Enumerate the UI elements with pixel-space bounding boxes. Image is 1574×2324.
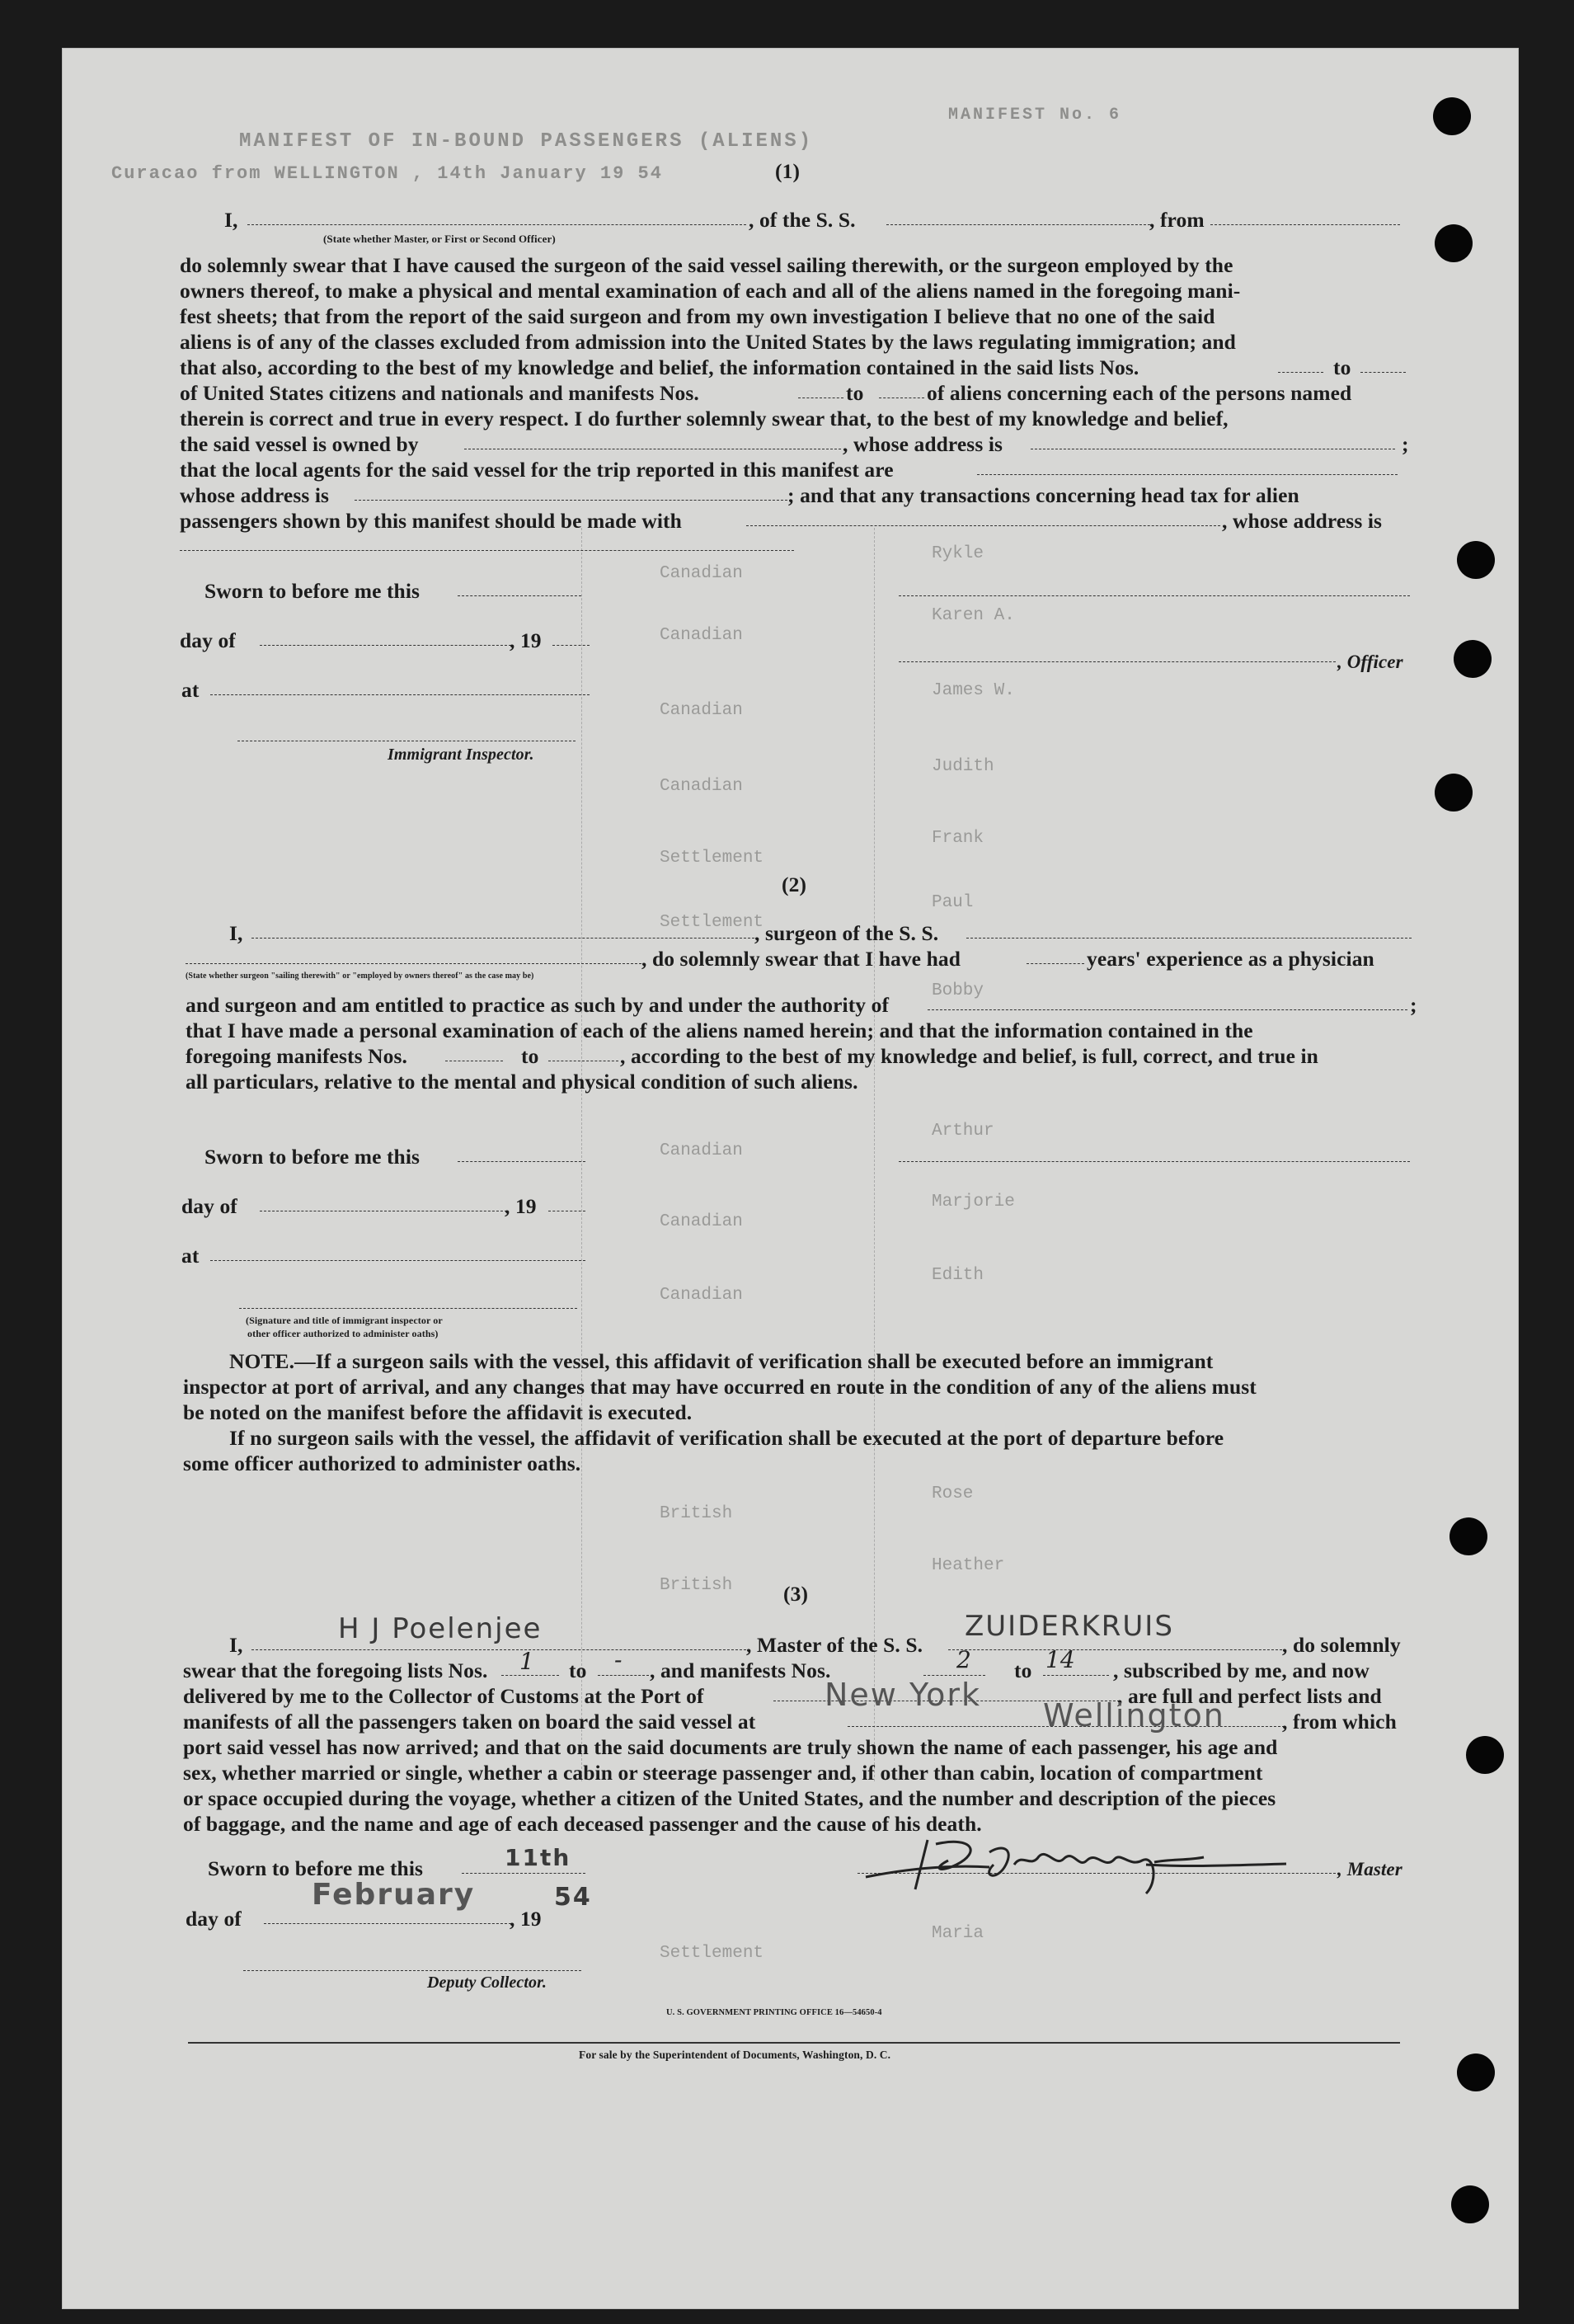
section-1-body-3: fest sheets; that from the report of the said surgeon and from my own investigation I believe that no one of the said	[180, 304, 1215, 328]
section-1-of-ss: , of the S. S.	[749, 208, 856, 232]
years-line	[1027, 963, 1084, 964]
faint-row-nationality: Canadian	[660, 564, 743, 583]
faint-column-line	[874, 528, 875, 1781]
perfect-lists: , are full and perfect lists and	[1117, 1684, 1382, 1708]
manifests-from-line-3	[923, 1675, 985, 1676]
note-line-1: NOTE.—If a surgeon sails with the vessel, this affidavit of verification shall be executed before an immigrant	[229, 1349, 1214, 1373]
faint-row-nationality: Canadian	[660, 701, 743, 720]
master-of-ss: , Master of the S. S.	[746, 1633, 923, 1657]
section-1-body-1: do solemnly swear that I have caused the surgeon of the said vessel sailing therewith, or the surgeon employed by the	[180, 253, 1233, 277]
semicolon: ;	[1402, 432, 1409, 456]
surgeon-of-ss: , surgeon of the S. S.	[754, 921, 939, 945]
faint-row-given-name: Heather	[932, 1556, 1005, 1575]
section-1-from: , from	[1149, 208, 1205, 232]
note-line-5: some officer authorized to administer oaths.	[183, 1451, 581, 1475]
section-3-number: (3)	[783, 1582, 809, 1606]
footer-rule	[188, 2042, 1400, 2044]
years-experience: years' experience as a physician	[1087, 947, 1374, 971]
section-3-body-3: or space occupied during the voyage, whether a citizen of the United States, and the number and description of the pieces	[183, 1786, 1276, 1810]
semicolon-2: ;	[1410, 993, 1417, 1017]
surgeon-note: (State whether surgeon "sailing therewith" or "employed by owners thereof" as the case may be)	[186, 971, 534, 981]
section-1-body-2: owners thereof, to make a physical and mental examination of each and all of the aliens named in the foregoing mani-	[180, 279, 1241, 303]
do-solemnly: , do solemnly	[1282, 1633, 1401, 1657]
vessel-line	[886, 224, 1150, 225]
agents-address-line	[355, 500, 787, 501]
day-of-label-2: day of	[181, 1194, 237, 1218]
lists-to-value: -	[614, 1646, 623, 1673]
signature-note-1: (Signature and title of immigrant inspector or	[246, 1315, 443, 1326]
section-2-body-1: and surgeon and am entitled to practice as such by and under the authority of	[186, 993, 890, 1017]
officer-note: (State whether Master, or First or Second Officer)	[323, 233, 556, 245]
delivered-line: delivered by me to the Collector of Customs at the Port of	[183, 1684, 704, 1708]
day-of-line-1	[260, 645, 511, 646]
vessel-line-3	[948, 1649, 1282, 1650]
punch-hole-8	[1457, 2053, 1495, 2091]
officer-line-1	[899, 595, 1410, 596]
sworn-line-1	[458, 595, 581, 596]
faint-manifest-title: MANIFEST OF IN-BOUND PASSENGERS (ALIENS)	[239, 130, 814, 153]
day-of-line-3	[264, 1923, 511, 1924]
punch-hole-5	[1435, 774, 1473, 812]
master-signature	[857, 1819, 1319, 1910]
master-name: H J Poelenjee	[338, 1612, 543, 1645]
manifests-to: to	[846, 381, 864, 405]
master-label: , Master	[1337, 1859, 1403, 1879]
surgeon-swear: , do solemnly swear that I have had	[641, 947, 961, 971]
master-name-line-3	[251, 1649, 746, 1650]
at-line-2	[210, 1260, 585, 1261]
manifests-label-3: , and manifests Nos.	[650, 1658, 831, 1682]
year-label-3: , 19	[510, 1907, 542, 1931]
swear-line-a: swear that the foregoing lists Nos.	[183, 1658, 488, 1682]
lists-from-line-3	[501, 1675, 559, 1676]
head-tax-line	[746, 525, 1220, 526]
sworn-label-3: Sworn to before me this	[208, 1856, 424, 1880]
officer-label: , Officer	[1337, 652, 1403, 672]
section-3-i: I,	[229, 1633, 243, 1657]
from-line	[1210, 224, 1400, 225]
section-2-body-2: that I have made a personal examination of each of the aliens named herein; and that the information contained in the	[186, 1019, 1253, 1042]
aliens-concerning: of aliens concerning each of the persons named	[927, 381, 1352, 405]
month-value: February	[312, 1878, 476, 1912]
lists-from-value: 1	[519, 1648, 534, 1675]
surgeon-nos-to: to	[521, 1044, 539, 1068]
lists-to-3: to	[569, 1658, 587, 1682]
sworn-line-2	[458, 1161, 585, 1162]
owner-address-label: , whose address is	[843, 432, 1003, 456]
faint-row-given-name: Maria	[932, 1924, 984, 1943]
year-value: 54	[554, 1883, 592, 1912]
manifests-to-line-3	[1043, 1675, 1109, 1676]
at-label-2: at	[181, 1244, 200, 1268]
faint-row-given-name: Arthur	[932, 1122, 994, 1141]
section-2-number: (2)	[782, 873, 807, 896]
faint-row-nationality: Settlement	[660, 913, 764, 932]
faint-row-given-name: Marjorie	[932, 1193, 1015, 1211]
port-value: New York	[825, 1677, 982, 1713]
faint-row-nationality: Canadian	[660, 1212, 743, 1231]
section-1-i: I,	[224, 208, 238, 232]
surgeon-line-2	[186, 963, 641, 964]
manifests-to-value: 14	[1045, 1646, 1075, 1673]
section-3-body-4: of baggage, and the name and age of each deceased passenger and the cause of his death.	[183, 1812, 982, 1836]
note-line-3: be noted on the manifest before the affidavit is executed.	[183, 1400, 693, 1424]
faint-row-nationality: Canadian	[660, 1141, 743, 1160]
head-tax-address: , whose address is	[1222, 509, 1383, 533]
lists-from-line	[1278, 372, 1323, 373]
subscribed: , subscribed by me, and now	[1113, 1658, 1370, 1682]
surgeon-vessel-line	[966, 938, 1412, 939]
faint-row-given-name: Karen A.	[932, 606, 1015, 625]
punch-hole-1	[1433, 97, 1471, 135]
lists-to-line-3	[598, 1675, 649, 1676]
year-line-1	[552, 645, 590, 646]
sworn-day-value: 11th	[505, 1844, 571, 1871]
manifests-from-value: 2	[956, 1646, 971, 1673]
section-1-number: (1)	[775, 159, 801, 183]
faint-row-given-name: Edith	[932, 1266, 984, 1285]
sworn-label-1: Sworn to before me this	[204, 579, 421, 603]
immigrant-inspector-label: Immigrant Inspector.	[388, 746, 534, 764]
section-2-body-3: foregoing manifests Nos.	[186, 1044, 407, 1068]
at-line-1	[210, 694, 590, 695]
section-1-body-10: whose address is	[180, 483, 330, 507]
day-of-label-1: day of	[180, 628, 236, 652]
at-label-1: at	[181, 678, 200, 702]
for-sale: For sale by the Superintendent of Documents, Washington, D. C.	[579, 2049, 891, 2061]
year-label-1: , 19	[510, 628, 542, 652]
faint-row-nationality: Canadian	[660, 626, 743, 645]
master-name-line	[247, 224, 746, 225]
punch-hole-9	[1451, 2185, 1489, 2223]
faint-row-nationality: Canadian	[660, 1286, 743, 1305]
departure-port-value: Wellington	[1043, 1697, 1225, 1734]
faint-row-given-name: Frank	[932, 829, 984, 848]
signature-line-2	[239, 1308, 577, 1309]
deputy-collector-label: Deputy Collector.	[427, 1974, 547, 1992]
note-line-4: If no surgeon sails with the vessel, the affidavit of verification shall be executed at the port of departure before	[229, 1426, 1224, 1450]
head-tax: ; and that any transactions concerning head tax for alien	[787, 483, 1299, 507]
section-2-i: I,	[229, 921, 243, 945]
punch-hole-4	[1454, 640, 1492, 678]
faint-row-given-name: Paul	[932, 893, 974, 912]
faint-row-nationality: Settlement	[660, 1944, 764, 1963]
year-label-2: , 19	[505, 1194, 537, 1218]
faint-row-nationality: British	[660, 1504, 733, 1523]
section-3-body-1: port said vessel has now arrived; and that on the said documents are truly shown the name of each passenger, his age and	[183, 1735, 1278, 1759]
manifests-all-line: manifests of all the passengers taken on board the said vessel at	[183, 1710, 756, 1734]
signature-note-2: other officer authorized to administer oaths)	[247, 1328, 439, 1339]
section-1-body-9: that the local agents for the said vessel for the trip reported in this manifest are	[180, 458, 894, 482]
from-which: , from which	[1282, 1710, 1397, 1734]
sworn-label-2: Sworn to before me this	[204, 1145, 421, 1169]
printing-office: U. S. GOVERNMENT PRINTING OFFICE 16—54650-4	[666, 2008, 882, 2017]
section-1-body-6: of United States citizens and nationals and manifests Nos.	[180, 381, 699, 405]
faint-row-nationality: British	[660, 1576, 733, 1595]
faint-row-nationality: Canadian	[660, 777, 743, 796]
faint-row-nationality: Settlement	[660, 849, 764, 868]
punch-hole-2	[1435, 224, 1473, 262]
lists-to: to	[1333, 355, 1351, 379]
day-of-label-3: day of	[186, 1907, 242, 1931]
agents-line	[977, 474, 1398, 475]
according: , according to the best of my knowledge and belief, is full, correct, and true in	[620, 1044, 1318, 1068]
punch-hole-6	[1449, 1517, 1487, 1555]
lists-to-line	[1360, 372, 1406, 373]
faint-row-given-name: Bobby	[932, 981, 984, 1000]
faint-voyage-line: Curacao from WELLINGTON , 14th January 19 54	[111, 163, 663, 184]
punch-hole-7	[1466, 1736, 1504, 1774]
vessel-name: ZUIDERKRUIS	[965, 1610, 1174, 1643]
section-1-body-8: the said vessel is owned by	[180, 432, 419, 456]
note-line-2: inspector at port of arrival, and any changes that may have occurred en route in the condition of any of the aliens must	[183, 1375, 1257, 1399]
section-1-body-4: aliens is of any of the classes excluded from admission into the United States by the laws regulating immigration; and	[180, 330, 1236, 354]
section-1-body-7: therein is correct and true in every respect. I do further solemnly swear that, to the best of my knowledge and belief,	[180, 407, 1229, 430]
punch-hole-3	[1457, 541, 1495, 579]
authority-line	[928, 1009, 1407, 1010]
faint-row-given-name: Rykle	[932, 544, 984, 563]
deputy-line	[243, 1970, 581, 1971]
officer-line-2	[899, 661, 1336, 662]
faint-manifest-no: MANIFEST No. 6	[948, 106, 1122, 125]
manifests-to-3: to	[1014, 1658, 1032, 1682]
section-1-body-11: passengers shown by this manifest should be made with	[180, 509, 682, 533]
faint-column-line	[581, 528, 582, 1781]
faint-row-given-name: Judith	[932, 757, 994, 776]
section-1-body-5: that also, according to the best of my knowledge and belief, the information contained in the said lists Nos.	[180, 355, 1139, 379]
section-3-body-2: sex, whether married or single, whether a cabin or steerage passenger and, if other than cabin, location of compartment	[183, 1761, 1263, 1785]
officer-line-3	[899, 1161, 1410, 1162]
section-2-body-4: all particulars, relative to the mental and physical condition of such aliens.	[186, 1070, 858, 1094]
surgeon-name-line	[251, 938, 754, 939]
faint-row-given-name: Rose	[932, 1484, 974, 1503]
sworn-line-3	[462, 1873, 585, 1874]
head-tax-address-line	[180, 550, 794, 551]
faint-row-given-name: James W.	[932, 681, 1015, 700]
